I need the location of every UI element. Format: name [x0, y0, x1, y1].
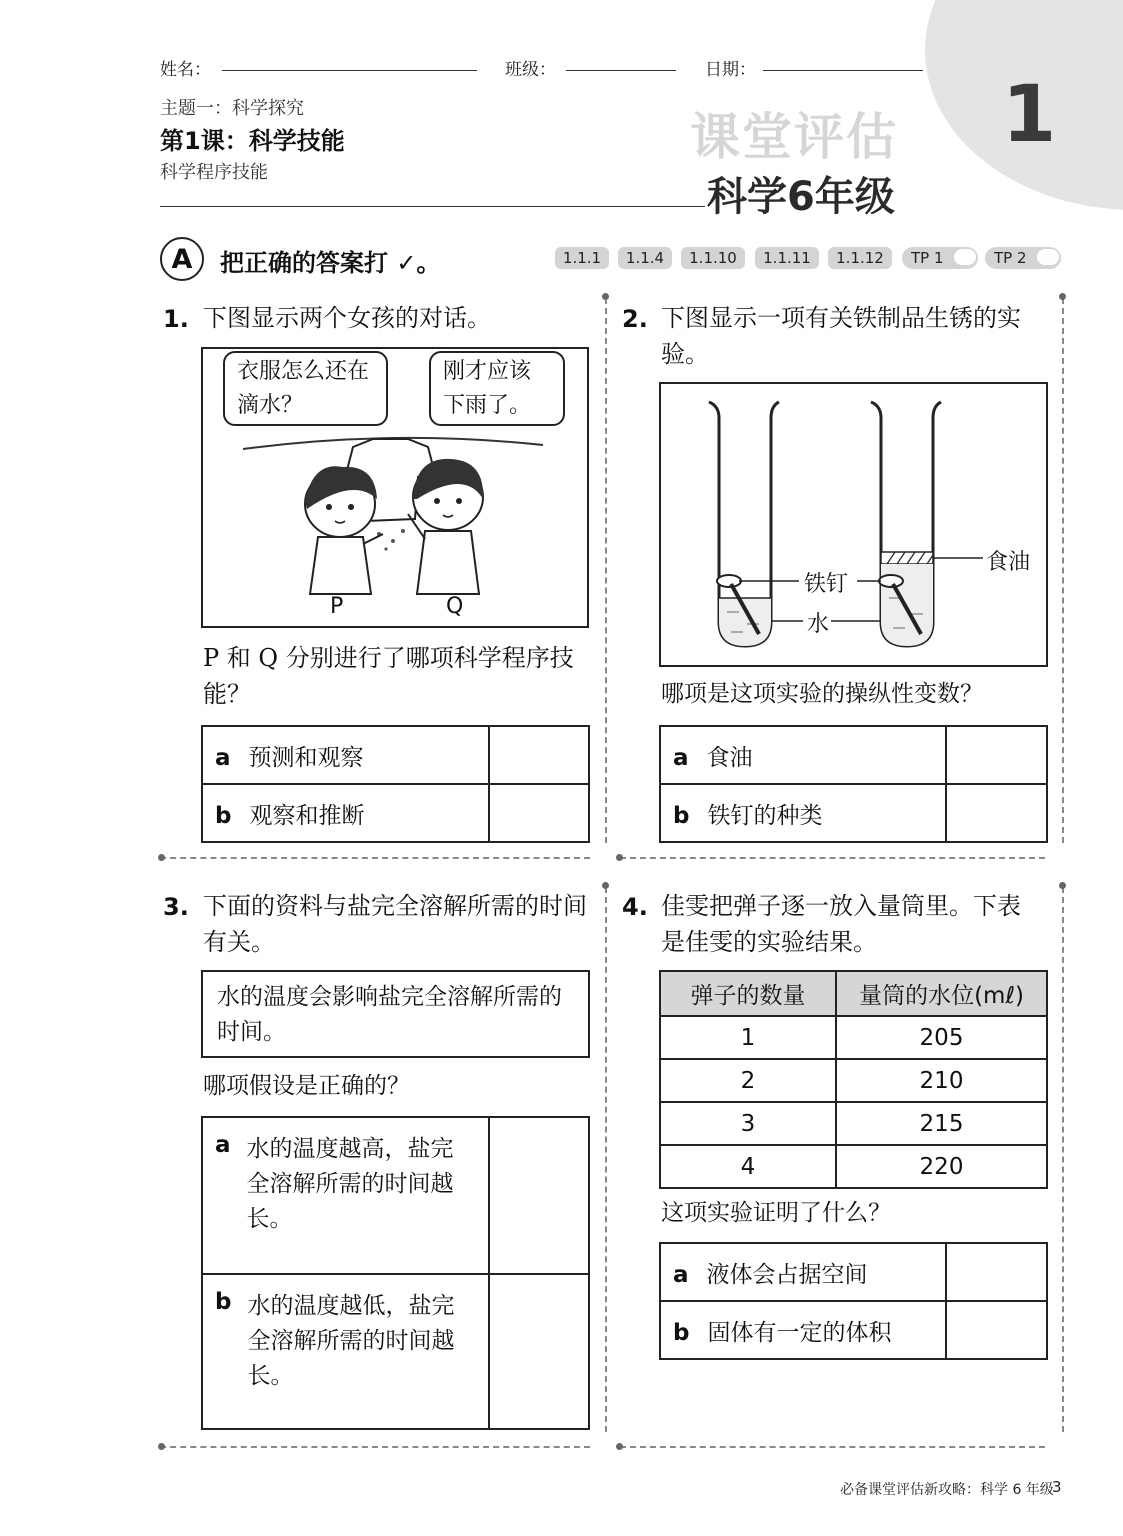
answer-option [202, 784, 489, 842]
table-row [660, 1059, 1047, 1102]
tp-label: TP 2 [994, 249, 1027, 267]
tag-chip: 1.1.11 [755, 247, 819, 269]
footer-book-title: 必备课堂评估新攻略：科学 6 年级 [840, 1482, 1054, 1498]
answer-option [202, 726, 489, 784]
date-field[interactable] [763, 70, 923, 71]
answer-option [660, 1243, 946, 1301]
answer-option [660, 1301, 946, 1359]
answer-row [202, 784, 589, 842]
column-divider [605, 887, 607, 1432]
theme-label: 主题一：科学探究 [160, 98, 304, 119]
question-number: 4. [622, 893, 648, 921]
question-text: 佳雯把弹子逐一放入量筒里。下表是佳雯的实验结果。 [661, 892, 1021, 956]
option-letter: a [215, 1132, 231, 1158]
label-water: 水 [807, 612, 830, 637]
divider-dot [1059, 293, 1066, 300]
rust-experiment-illustration [659, 382, 1048, 667]
answer-table [201, 725, 590, 843]
answer-checkbox[interactable] [946, 784, 1047, 842]
answer-row [202, 1117, 589, 1274]
label-p: P [330, 594, 344, 619]
table-cell: 3 [660, 1102, 836, 1145]
column-divider [1062, 298, 1064, 843]
question-prompt: 这项实验证明了什么？ [661, 1200, 891, 1226]
option-letter: a [215, 744, 231, 771]
answer-checkbox[interactable] [489, 784, 589, 842]
page-number: 3 [1052, 1478, 1062, 1496]
table-row [660, 1102, 1047, 1145]
tp-chip [902, 247, 978, 269]
option-text: 水的温度越高，盐完全溶解所需的时间越长。 [246, 1136, 454, 1232]
name-field[interactable] [222, 70, 477, 71]
table-cell: 2 [660, 1059, 836, 1102]
header-divider [160, 206, 705, 207]
label-q: Q [446, 594, 464, 619]
column-divider [605, 298, 607, 843]
answer-checkbox[interactable] [489, 1274, 589, 1429]
info-box: 水的温度会影响盐完全溶解所需的时间。 [201, 970, 590, 1058]
class-field[interactable] [566, 70, 676, 71]
section-badge: A [160, 237, 204, 281]
question-number: 1. [163, 305, 189, 333]
answer-table [659, 1242, 1048, 1360]
column-header: 弹子的数量 [660, 971, 836, 1016]
option-text: 预测和观察 [248, 744, 364, 771]
tp-chip [985, 247, 1061, 269]
option-text: 固体有一定的体积 [707, 1319, 892, 1346]
option-letter: a [673, 1261, 689, 1288]
unit-number: 1 [1002, 70, 1057, 160]
question-number: 2. [622, 305, 648, 333]
tp-label: TP 1 [911, 249, 944, 267]
lesson-title: 第1课：科学技能 [160, 127, 345, 155]
table-row [660, 1145, 1047, 1188]
divider-dot [602, 293, 609, 300]
answer-table [659, 725, 1048, 843]
option-text: 水的温度越低，盐完全溶解所需的时间越长。 [247, 1293, 455, 1389]
option-text: 铁钉的种类 [707, 802, 823, 829]
option-letter: b [673, 1319, 690, 1346]
divider-dot [616, 854, 623, 861]
answer-row [202, 726, 589, 784]
answer-option [660, 726, 946, 784]
option-letter: b [215, 1289, 232, 1315]
tag-chip: 1.1.1 [555, 247, 609, 269]
page-title: 课堂评估 [690, 108, 898, 166]
name-label: 姓名： [160, 60, 211, 80]
label-nail: 铁钉 [804, 572, 849, 597]
divider-dot [1059, 882, 1066, 889]
option-letter: b [215, 802, 232, 829]
table-row [660, 1016, 1047, 1059]
answer-checkbox[interactable] [489, 726, 589, 784]
column-header: 量筒的水位(mℓ) [836, 971, 1047, 1016]
divider-dot [602, 882, 609, 889]
skill-label: 科学程序技能 [160, 162, 268, 183]
speech-bubble-left: 衣服怎么还在滴水？ [223, 351, 388, 426]
row-divider [160, 1446, 590, 1448]
section-instruction: 把正确的答案打 ✓。 [220, 249, 441, 277]
answer-table [201, 1116, 590, 1430]
table-cell: 220 [836, 1145, 1047, 1188]
test-tubes-drawing [661, 384, 1046, 665]
answer-row [660, 784, 1047, 842]
table-cell: 1 [660, 1016, 836, 1059]
answer-row [202, 1274, 589, 1429]
answer-row [660, 1301, 1047, 1359]
answer-checkbox[interactable] [946, 726, 1047, 784]
column-divider [1062, 887, 1064, 1432]
grade-title: 科学6年级 [707, 174, 895, 220]
option-letter: a [673, 744, 689, 771]
answer-checkbox[interactable] [489, 1117, 589, 1274]
results-table [659, 970, 1048, 1189]
tp-checkbox[interactable] [1037, 249, 1059, 265]
row-divider [620, 1446, 1045, 1448]
row-divider [160, 857, 590, 859]
question-text: 下图显示两个女孩的对话。 [203, 304, 491, 332]
question-prompt: 哪项假设是正确的？ [203, 1073, 410, 1099]
answer-checkbox[interactable] [946, 1301, 1047, 1359]
option-text: 观察和推断 [249, 802, 365, 829]
divider-dot [616, 1443, 623, 1450]
speech-bubble-right: 刚才应该下雨了。 [429, 351, 565, 426]
table-header-row [660, 971, 1047, 1016]
answer-option [202, 1117, 489, 1274]
question-prompt: P 和 Q 分别进行了哪项科学程序技能？ [203, 644, 574, 708]
option-letter: b [673, 802, 690, 829]
answer-option [202, 1274, 489, 1429]
tag-chip: 1.1.4 [618, 247, 672, 269]
question-text: 下面的资料与盐完全溶解所需的时间有关。 [203, 892, 587, 956]
divider-dot [158, 1443, 165, 1450]
row-divider [620, 857, 1045, 859]
table-cell: 210 [836, 1059, 1047, 1102]
question-number: 3. [163, 893, 189, 921]
answer-row [660, 726, 1047, 784]
option-text: 液体会占据空间 [706, 1261, 868, 1288]
answer-row [660, 1243, 1047, 1301]
tp-checkbox[interactable] [954, 249, 976, 265]
table-cell: 4 [660, 1145, 836, 1188]
label-oil: 食油 [986, 550, 1031, 575]
question-text: 下图显示一项有关铁制品生锈的实验。 [661, 304, 1021, 368]
table-cell: 215 [836, 1102, 1047, 1145]
dialogue-illustration [201, 347, 589, 628]
date-label: 日期： [705, 60, 756, 80]
table-cell: 205 [836, 1016, 1047, 1059]
class-label: 班级： [505, 60, 556, 80]
divider-dot [158, 854, 165, 861]
tag-chip: 1.1.10 [681, 247, 745, 269]
answer-option [660, 784, 946, 842]
option-text: 食油 [706, 744, 753, 771]
question-prompt: 哪项是这项实验的操纵性变数？ [661, 681, 983, 707]
tag-chip: 1.1.12 [828, 247, 892, 269]
answer-checkbox[interactable] [946, 1243, 1047, 1301]
